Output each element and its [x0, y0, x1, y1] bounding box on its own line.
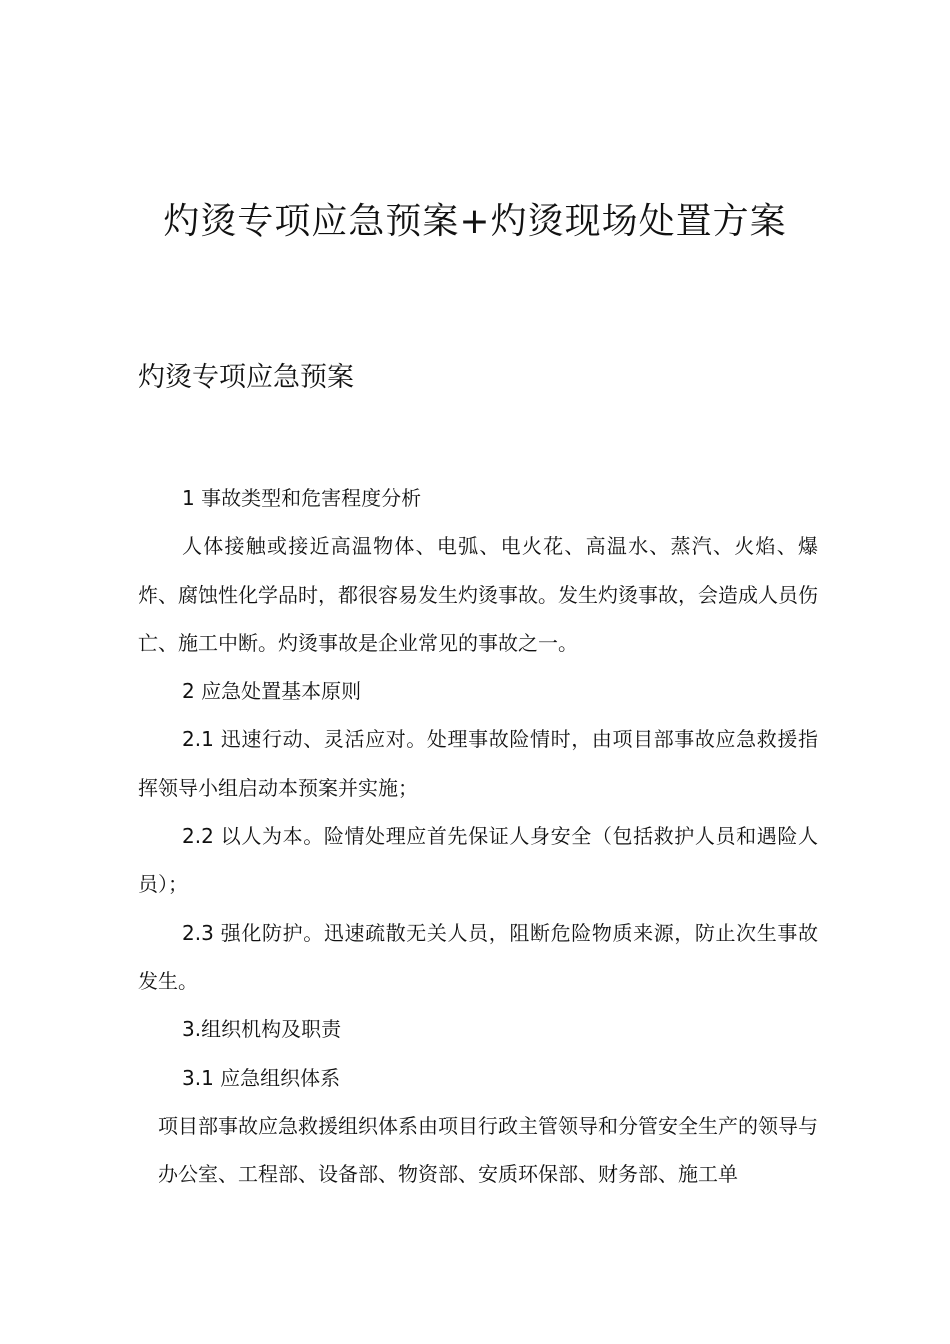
paragraph-principle-2-3: 2.3 强化防护。迅速疏散无关人员，阻断危险物质来源，防止次生事故发生。	[138, 920, 818, 993]
paragraph-principle-2-1: 2.1 迅速行动、灵活应对。处理事故险情时，由项目部事故应急救援指挥领导小组启动本预案并实施；	[138, 727, 818, 800]
document-body	[138, 474, 818, 1198]
paragraph-accident-analysis: 人体接触或接近高温物体、电弧、电火花、高温水、蒸汽、火焰、爆炸、腐蚀性化学品时，都很容易发生灼烫事故。发生灼烫事故，会造成人员伤亡、施工中断。灼烫事故是企业常见的事故之一。	[138, 534, 818, 655]
document-title: 灼烫专项应急预案+灼烫现场处置方案	[163, 201, 787, 242]
paragraph-principle-2-2: 2.2 以人为本。险情处理应首先保证人身安全（包括救护人员和遇险人员）；	[138, 824, 818, 897]
heading-organization: 3.组织机构及职责	[182, 1017, 342, 1042]
section-title: 灼烫专项应急预案	[138, 362, 354, 393]
heading-emergency-system: 3.1 应急组织体系	[182, 1065, 341, 1090]
heading-accident-analysis: 1 事故类型和危害程度分析	[182, 486, 422, 510]
paragraph-emergency-system: 项目部事故应急救援组织体系由项目行政主管领导和分管安全生产的领导与办公室、工程部、设备部、物资部、安质环保部、财务部、施工单	[158, 1113, 818, 1187]
heading-principles: 2 应急处置基本原则	[182, 679, 362, 704]
